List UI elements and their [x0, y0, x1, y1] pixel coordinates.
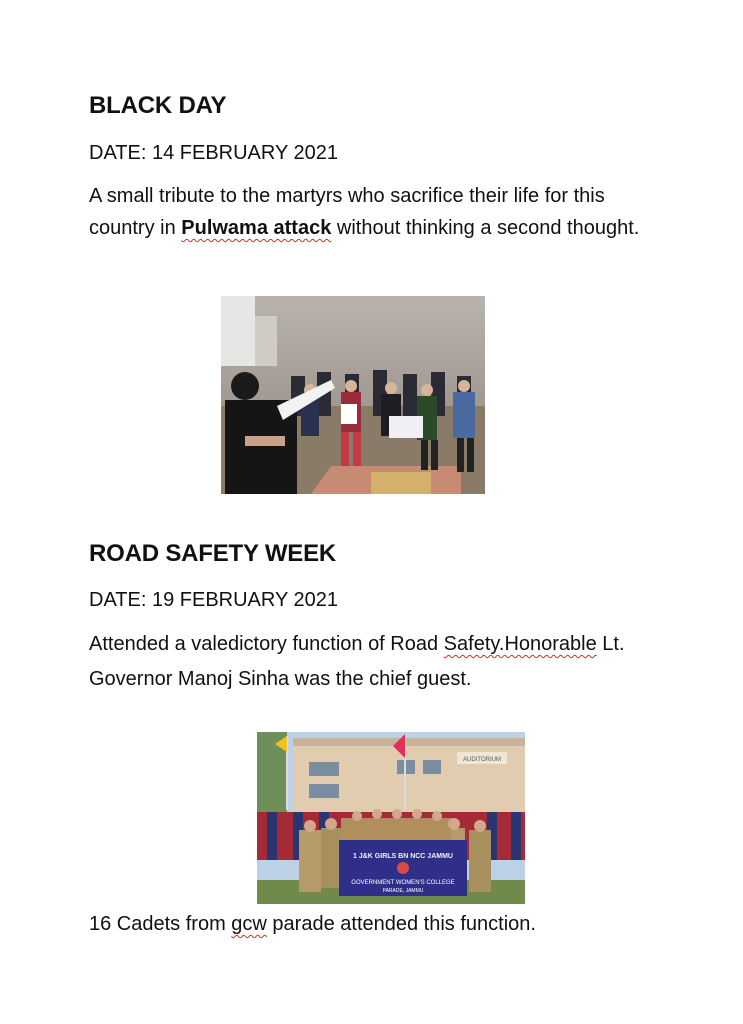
- footer-text: [89, 908, 659, 940]
- bold-phrase: Pulwama attack: [181, 217, 332, 239]
- section-text-black-day: [89, 180, 659, 244]
- banner-line-1: 1 J&K GIRLS BN NCC JAMMU: [353, 853, 453, 860]
- text-part: A small tribute to the martyrs who sacrifice their life for this country in: [89, 185, 605, 239]
- section-title-black-day: BLACK DAY: [89, 92, 227, 119]
- text-part: Lt. Governor Manoj Sinha was the chief guest.: [89, 633, 625, 690]
- section-date-black-day: DATE: 14 FEBRUARY 2021: [89, 142, 339, 164]
- building-sign: AUDITORIUM: [463, 757, 501, 763]
- section-text-road-safety: [89, 627, 659, 697]
- section-title-road-safety: ROAD SAFETY WEEK: [89, 540, 337, 567]
- spellcheck-word: Safety.Honorable: [443, 633, 597, 655]
- text-part: parade attended this function.: [266, 913, 536, 935]
- text-part: 16 Cadets from: [89, 913, 232, 935]
- text-part: without thinking a second thought.: [331, 217, 640, 239]
- banner-line-3: PARADE, JAMMU: [382, 888, 424, 894]
- black-day-photo: [221, 296, 485, 494]
- banner-line-2: GOVERNMENT WOMEN'S COLLEGE: [351, 880, 455, 886]
- text-part: Attended a valedictory function of Road: [89, 633, 444, 655]
- spellcheck-word: gcw: [231, 913, 267, 935]
- road-safety-photo: [257, 732, 525, 904]
- section-date-road-safety: DATE: 19 FEBRUARY 2021: [89, 589, 339, 611]
